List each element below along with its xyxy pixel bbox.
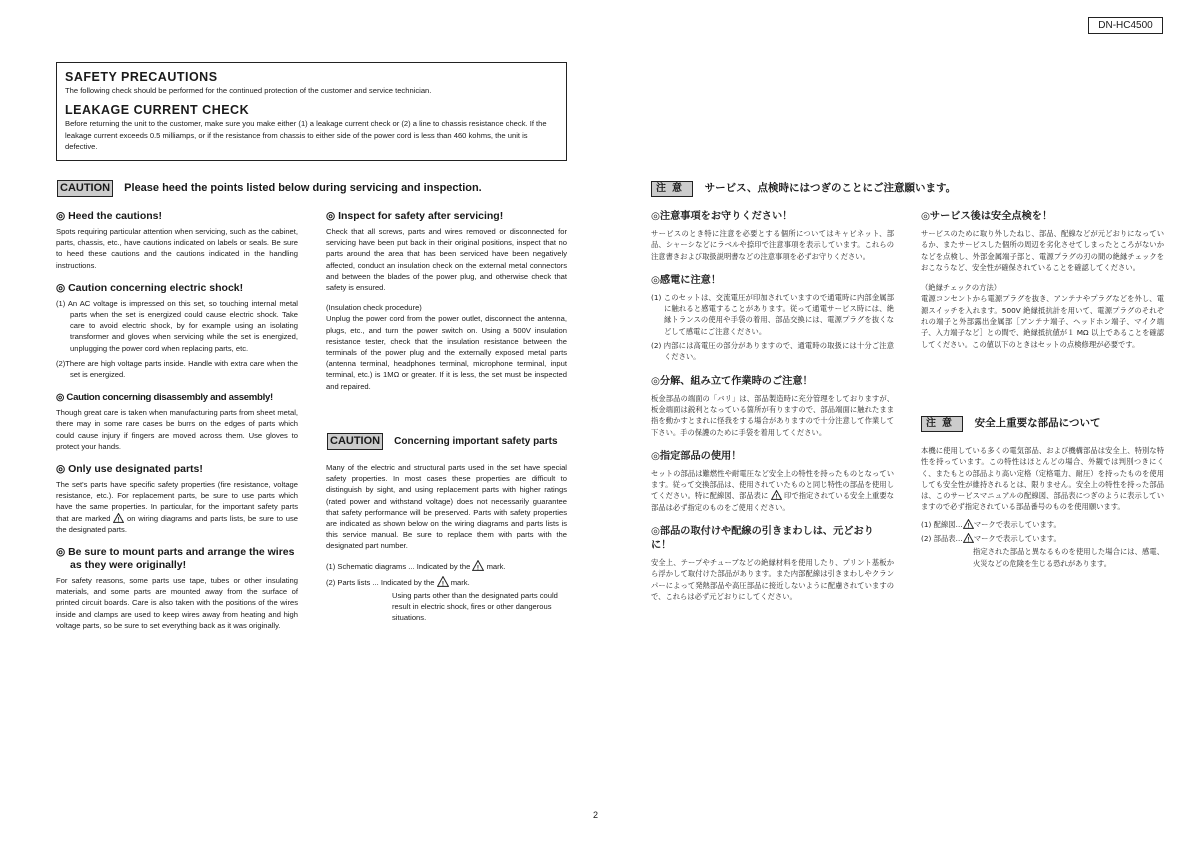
- jp-designated-parts-title: ◎指定部品の使用！: [651, 450, 742, 462]
- jp-schematic-item: [921, 519, 1164, 530]
- jp-safety-parts-bar: [921, 415, 1100, 432]
- english-column-2: [326, 210, 567, 392]
- designated-parts-text-a: The set's parts have specific safety properties (fire resistance, voltage resistance, etc.). For replacement parts, be sure to use parts which have the same properties. In particular, for the important safety parts that are marked: [56, 480, 298, 523]
- jp-caution-label: 注意: [651, 181, 693, 197]
- designated-parts-note: Using parts other than the designated parts could result in electric shock, fires or other dangerous situations.: [392, 591, 558, 623]
- warning-triangle-icon: [437, 576, 449, 587]
- jp-inspect-safety-text: サービスのために取り外したねじ、部品、配線などが元どおりになっているか、またサービスした個所の周辺を劣化させてしまったところがないかなどを点検し、外部金属端子部と、電源プラグの刃の間の絶縁チェックをおこなうなど、安全性が確保されていることを確認してください。: [921, 229, 1164, 272]
- schematic-item-text: (1) Schematic diagrams ... Indicated by the: [326, 561, 471, 571]
- jp-parts-list-item: [921, 533, 1164, 544]
- jp-disassembly-title: ◎分解、組み立て作業時のご注意！: [651, 375, 813, 387]
- jp-schematic-item-mark: マークで表示しています。: [973, 519, 1061, 529]
- inspect-safety-title: ◎ Inspect for safety after servicing!: [326, 210, 504, 222]
- insulation-check-procedure: Unplug the power cord from the power outlet, disconnect the antenna, plugs, etc., and turn the power switch on. Using a 500V insulation resistance tester, check that the insulation resistance between the terminals of the power plug and the externally exposed metal parts (antenna terminal, headphones terminal, microphone terminal, input terminal, etc.) is 1MΩ or greater. If it is less, the set must be inspected and repaired.: [326, 314, 567, 391]
- english-column-1: [56, 210, 298, 642]
- parts-list-item-mark: mark.: [450, 577, 470, 587]
- jp-parts-list-item-text: (2) 部品表…: [921, 534, 963, 544]
- safety-text: The following check should be performed for the continued protection of the customer and service technician.: [65, 86, 432, 95]
- svg-text:!: !: [775, 494, 778, 501]
- jp-designated-parts-text: [651, 468, 894, 513]
- insulation-check-subtitle: (Insulation check procedure): [326, 303, 422, 313]
- safety-precautions-box: [56, 62, 567, 161]
- english-column-2-lower: [326, 462, 567, 624]
- page-number: 2: [592, 810, 598, 820]
- warning-triangle-icon: [472, 560, 484, 571]
- japanese-column-2-lower: [921, 445, 1164, 569]
- schematic-item-mark: mark.: [486, 561, 506, 571]
- safety-title: SAFETY PRECAUTIONS: [65, 70, 218, 84]
- designated-parts-title: ◎ Only use designated parts!: [56, 463, 203, 476]
- jp-electric-shock-item-1: (1) このセットは、交流電圧が印加されていますので通電時に内部金属部に触れると感電することがあります。従って通電サービス時には、絶縁トランスの使用や手袋の着用、部品交換には、電源プラグを抜くなどして感電にご注意ください。: [651, 292, 894, 336]
- leakage-text: Before returning the unit to the customer, make sure you make either (1) a leakage current check or (2) a line to chassis resistance check. If the leakage current exceeds 0.5 milliamps, or if the resistance from chassis to either side of the power cord is less than 460 kohms, the unit is defective.: [65, 119, 547, 152]
- jp-designated-parts-text-b: 印で指定されている安全上重要な部品は必ず指定のものをご使用ください。: [651, 491, 894, 512]
- disassembly-title: ◎ Caution concerning disassembly and assembly!: [56, 392, 273, 404]
- svg-text:!: !: [477, 563, 480, 571]
- electric-shock-title: ◎ Caution concerning electric shock!: [56, 281, 244, 294]
- warning-triangle-icon: [963, 519, 974, 529]
- caution-heading: Please heed the points listed below during servicing and inspection.: [124, 182, 482, 194]
- designated-parts-text: [56, 479, 298, 535]
- mount-parts-text: For safety reasons, some parts use tape, tubes or other insulating materials, and some parts are mounted away from the surface of printed circuit boards. Care is also taken with the positions of the wires inside and clamps are used to keep wires away from heating and high voltage parts, so be sure to set everything back as it was originally.: [56, 576, 298, 630]
- parts-list-item: [326, 576, 567, 588]
- svg-text:!: !: [117, 517, 120, 523]
- jp-schematic-item-text: (1) 配線図…: [921, 519, 963, 529]
- jp-safety-parts-text: 本機に使用している多くの電気部品、および機構部品は安全上、特別な特性を持っています。この特性はほとんどの場合、外観では判別つきにくく、またもとの部品より高い定格（定格電力、耐圧）を持ったものを使用しても安全性が維持されるとは、限りません。安全上の特性を持った部品は、このサービスマニュアルの配線図、部品表につぎのように表示していますので必ず指定されている部品番号のものを使用願います。: [921, 446, 1164, 512]
- safety-parts-caution-label: CAUTION: [327, 433, 383, 450]
- electric-shock-item-1: (1) An AC voltage is impressed on this set, so touching internal metal parts when the set is energized could cause electric shock. Take care to avoid electric shock, by for example using an isolating transformer and gloves when servicing while the set is energized, unplugging the power cord when replacing parts, etc.: [56, 298, 298, 353]
- warning-triangle-icon: [963, 533, 974, 543]
- jp-mount-parts-text: 安全上、テープやチューブなどの絶縁材料を使用したり、プリント基板から浮かして取付けた部品があります。また内部配線は引きまわしやクランパーによって発熱部品や高圧部品に接近しないように配慮されていますので、これらは必ず元どおりにしてください。: [651, 558, 894, 601]
- jp-electric-shock-item-2: (2) 内部には高電圧の部分がありますので、通電時の取扱には十分ご注意ください。: [651, 341, 894, 362]
- svg-text:!: !: [967, 523, 970, 529]
- jp-insulation-check-subtitle: （絶縁チェックの方法）: [921, 283, 1002, 293]
- mount-parts-title: ◎ Be sure to mount parts and arrange the wires as they were originally!: [56, 546, 295, 572]
- safety-parts-text: Many of the electric and structural parts used in the set have special safety properties. In most cases these properties are difficult to distinguish by sight, and using replacement parts with higher ratings (rated power and withstand voltage) does not necessarily guarantee that safety performance will be preserved. Parts with safety properties are indicated as shown below on the wiring diagrams and parts lists is this service manual. Be sure to replace them with parts with the designated part number.: [326, 463, 567, 551]
- schematic-item: [326, 560, 567, 572]
- jp-caution-bar: [651, 180, 956, 197]
- leakage-title: LEAKAGE CURRENT CHECK: [65, 103, 250, 118]
- jp-safety-parts-label: 注意: [921, 416, 963, 432]
- jp-inspect-safety-title: ◎サービス後は安全点検を！: [921, 211, 1053, 222]
- jp-designated-parts-text-a: セットの部品は難燃性や耐電圧など安全上の特性を持ったものとなっています。従って交換部品は、使用されていたものと同じ特性の部品を使用してください。特に配線図、部品表に: [651, 468, 894, 501]
- jp-insulation-check-procedure: 電源コンセントから電源プラグを抜き、アンテナやプラグなどを外し、電源スイッチを入れます。500V 絶縁抵抗計を用いて、電源プラグのそれぞれの端子と外部露出金属部［アンテナ端子、ヘッドホン端子、マイク端子、入力端子など］との間で、絶縁抵抗値が１ MΩ 以上であることを確認してください。この値以下のときはセットの点検修理が必要です。: [921, 294, 1164, 349]
- japanese-column-1: [651, 210, 894, 614]
- caution-bar: [57, 180, 482, 197]
- designated-parts-text-b: on wiring diagrams and parts lists, be sure to use the designated parts.: [56, 513, 298, 534]
- svg-text:!: !: [441, 580, 444, 587]
- heed-cautions-title: ◎ Heed the cautions!: [56, 210, 163, 222]
- warning-triangle-icon: [113, 513, 124, 523]
- safety-parts-heading: Concerning important safety parts: [394, 436, 558, 447]
- warning-triangle-icon: [771, 490, 782, 500]
- jp-electric-shock-title: ◎感電に注意！: [651, 274, 722, 286]
- disassembly-text: Though great care is taken when manufacturing parts from sheet metal, there may in some rare cases be burrs on the edges of parts which could cause injury if fingers are moved across them. Use gloves to protect your hands.: [56, 408, 298, 451]
- jp-caution-heading: サービス、点検時にはつぎのことにご注意願います。: [704, 182, 957, 194]
- jp-mount-parts-title: ◎部品の取付けや配線の引きまわしは、元どおりに！: [651, 526, 874, 552]
- inspect-safety-text: Check that all screws, parts and wires removed or disconnected for servicing have been put back in their original positions, inspect that no parts around the area that has been serviced have been negatively affected, conduct an insulation check on the external metal connectors and between the blades of the power plug, and otherwise check that safety is ensured.: [326, 227, 567, 293]
- safety-parts-caution-bar: [327, 433, 558, 450]
- jp-disassembly-text: 板金部品の端面の「バリ」は、部品製造時に充分管理をしておりますが、板金端面は鋭利となっている箇所が有りますので、部品端面に触れたまま指を動かすとまれに怪我をする場合がありますので十分注意して作業して下さい。手の保護のために手袋を着用してください。: [651, 393, 894, 437]
- model-number: DN-HC4500: [1088, 17, 1163, 34]
- svg-text:!: !: [967, 537, 970, 544]
- electric-shock-item-2: (2)There are high voltage parts inside. Handle with extra care when the set is energized.: [56, 358, 298, 380]
- jp-safety-parts-heading: 安全上重要な部品について: [974, 417, 1101, 429]
- heed-cautions-text: Spots requiring particular attention when servicing, such as the cabinet, parts, chassis, etc., have cautions indicated on labels or seals. Be sure to heed these cautions and the cautions indicated in the handling instructions.: [56, 227, 298, 270]
- jp-parts-list-item-mark: マークで表示しています。: [973, 534, 1061, 544]
- japanese-column-2: [921, 210, 1164, 350]
- jp-heed-cautions-text: サービスのとき特に注意を必要とする個所についてはキャビネット、部品、シャーシなどにラベルや捺印で注意事項を表示しています。これらの注意書きおよび取扱説明書などの注意事項を必ずお守りください。: [651, 229, 894, 261]
- jp-heed-cautions-title: ◎注意事項をお守りください！: [651, 211, 793, 222]
- jp-designated-parts-note: 指定された部品と異なるものを使用した場合には、感電、火災などの危険を生じる恐れがあります。: [973, 547, 1164, 568]
- parts-list-item-text: (2) Parts lists ... Indicated by the: [326, 577, 435, 587]
- caution-label: CAUTION: [57, 180, 113, 197]
